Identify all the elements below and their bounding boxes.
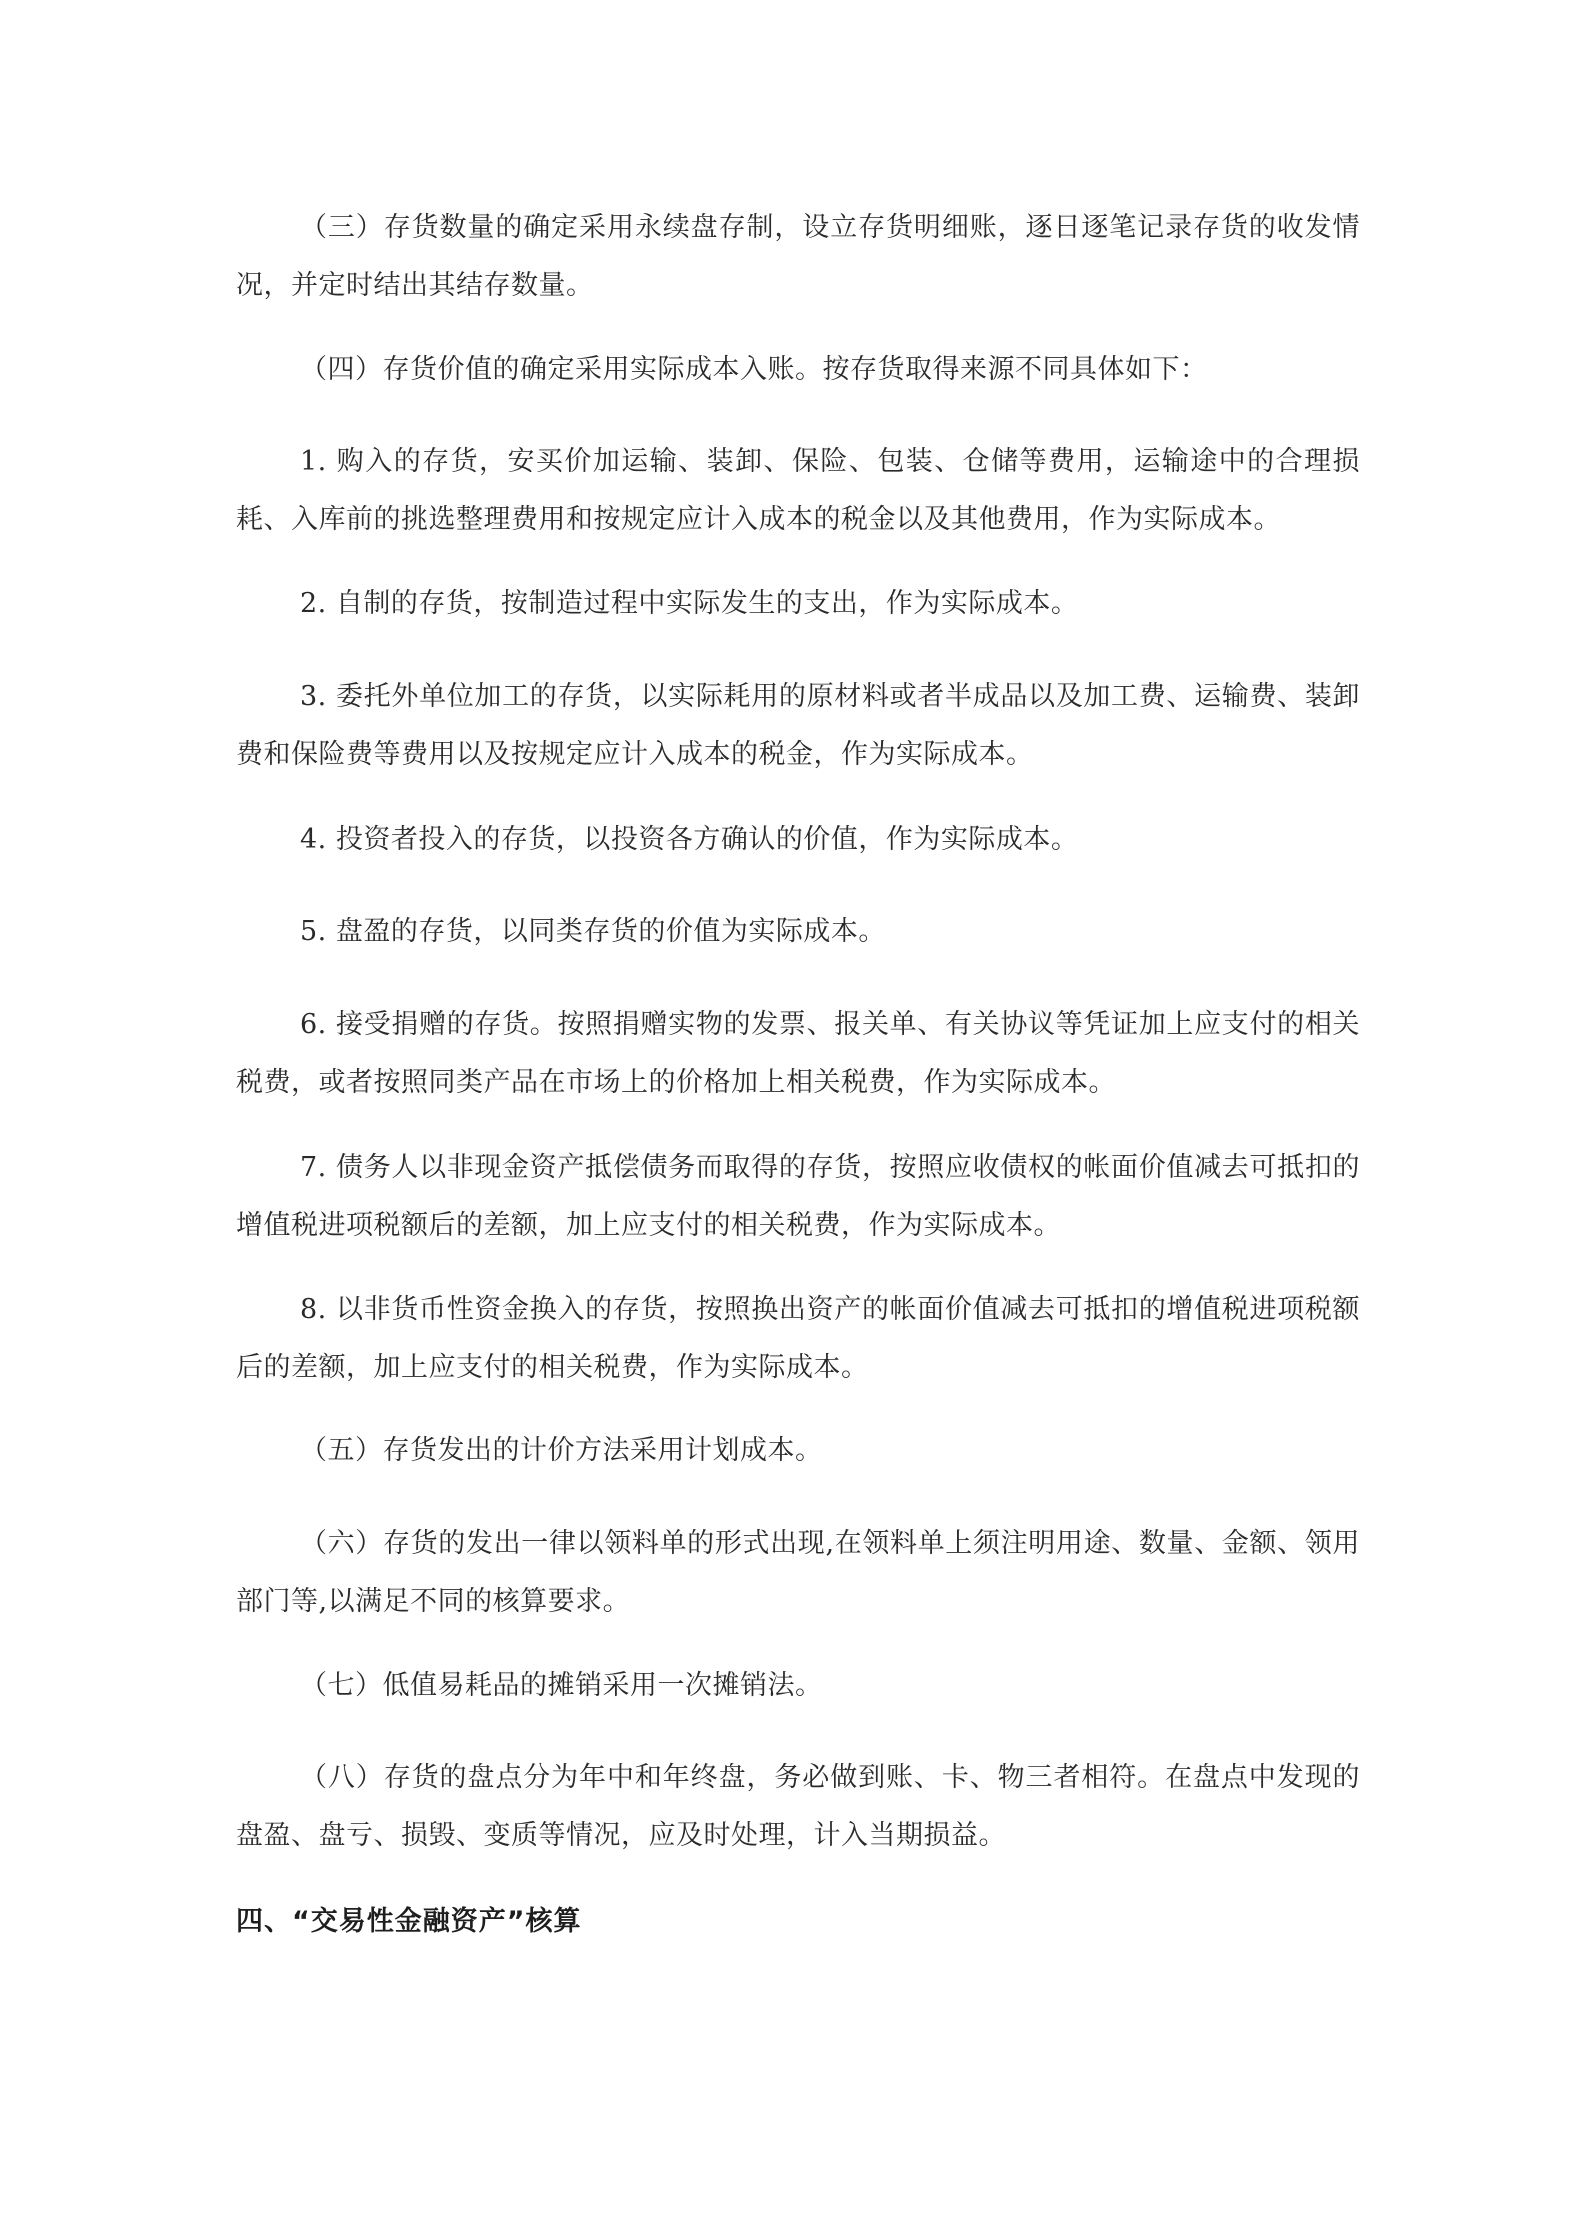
paragraph-item-8-non-monetary-exchange: 8. 以非货币性资金换入的存货，按照换出资产的帐面价值减去可抵扣的增值税进项税额后的差额，加上应支付的相关税费，作为实际成本。 bbox=[236, 1294, 1360, 1383]
paragraph-item-7-debt-settlement: 7. 债务人以非现金资产抵偿债务而取得的存货，按照应收债权的帐面价值减去可抵扣的增值税进项税额后的差额，加上应支付的相关税费，作为实际成本。 bbox=[236, 1152, 1360, 1241]
paragraph-item-6-donated: 6. 接受捐赠的存货。按照捐赠实物的发票、报关单、有关协议等凭证加上应支付的相关税费，或者按照同类产品在市场上的价格加上相关税费，作为实际成本。 bbox=[236, 1009, 1360, 1098]
paragraph-item-4-invested: 4. 投资者投入的存货，以投资各方确认的价值，作为实际成本。 bbox=[300, 824, 1079, 855]
paragraph-inventory-valuation: （四）存货价值的确定采用实际成本入账。按存货取得来源不同具体如下： bbox=[300, 354, 1208, 385]
section-heading: 四、“交易性金融资产”核算 bbox=[236, 1906, 582, 1937]
paragraph-item-5-surplus: 5. 盘盈的存货，以同类存货的价值为实际成本。 bbox=[300, 916, 886, 947]
paragraph-issue-pricing: （五）存货发出的计价方法采用计划成本。 bbox=[300, 1435, 823, 1466]
paragraph-low-value-consumables: （七）低值易耗品的摊销采用一次摊销法。 bbox=[300, 1670, 823, 1701]
paragraph-item-1-purchased: 1. 购入的存货，安买价加运输、装卸、保险、包装、仓储等费用，运输途中的合理损耗、入库前的挑选整理费用和按规定应计入成本的税金以及其他费用，作为实际成本。 bbox=[236, 446, 1360, 535]
paragraph-item-2-self-made: 2. 自制的存货，按制造过程中实际发生的支出，作为实际成本。 bbox=[300, 588, 1079, 619]
paragraph-issue-requisition: （六）存货的发出一律以领料单的形式出现,在领料单上须注明用途、数量、金额、领用部门等,以满足不同的核算要求。 bbox=[236, 1528, 1360, 1617]
paragraph-stocktaking: （八）存货的盘点分为年中和年终盘，务必做到账、卡、物三者相符。在盘点中发现的盘盈、盘亏、损毁、变质等情况，应及时处理，计入当期损益。 bbox=[236, 1762, 1360, 1851]
paragraph-item-3-outsourced: 3. 委托外单位加工的存货，以实际耗用的原材料或者半成品以及加工费、运输费、装卸费和保险费等费用以及按规定应计入成本的税金，作为实际成本。 bbox=[236, 681, 1360, 770]
paragraph-inventory-quantity: （三）存货数量的确定采用永续盘存制，设立存货明细账，逐日逐笔记录存货的收发情况，并定时结出其结存数量。 bbox=[236, 212, 1360, 301]
